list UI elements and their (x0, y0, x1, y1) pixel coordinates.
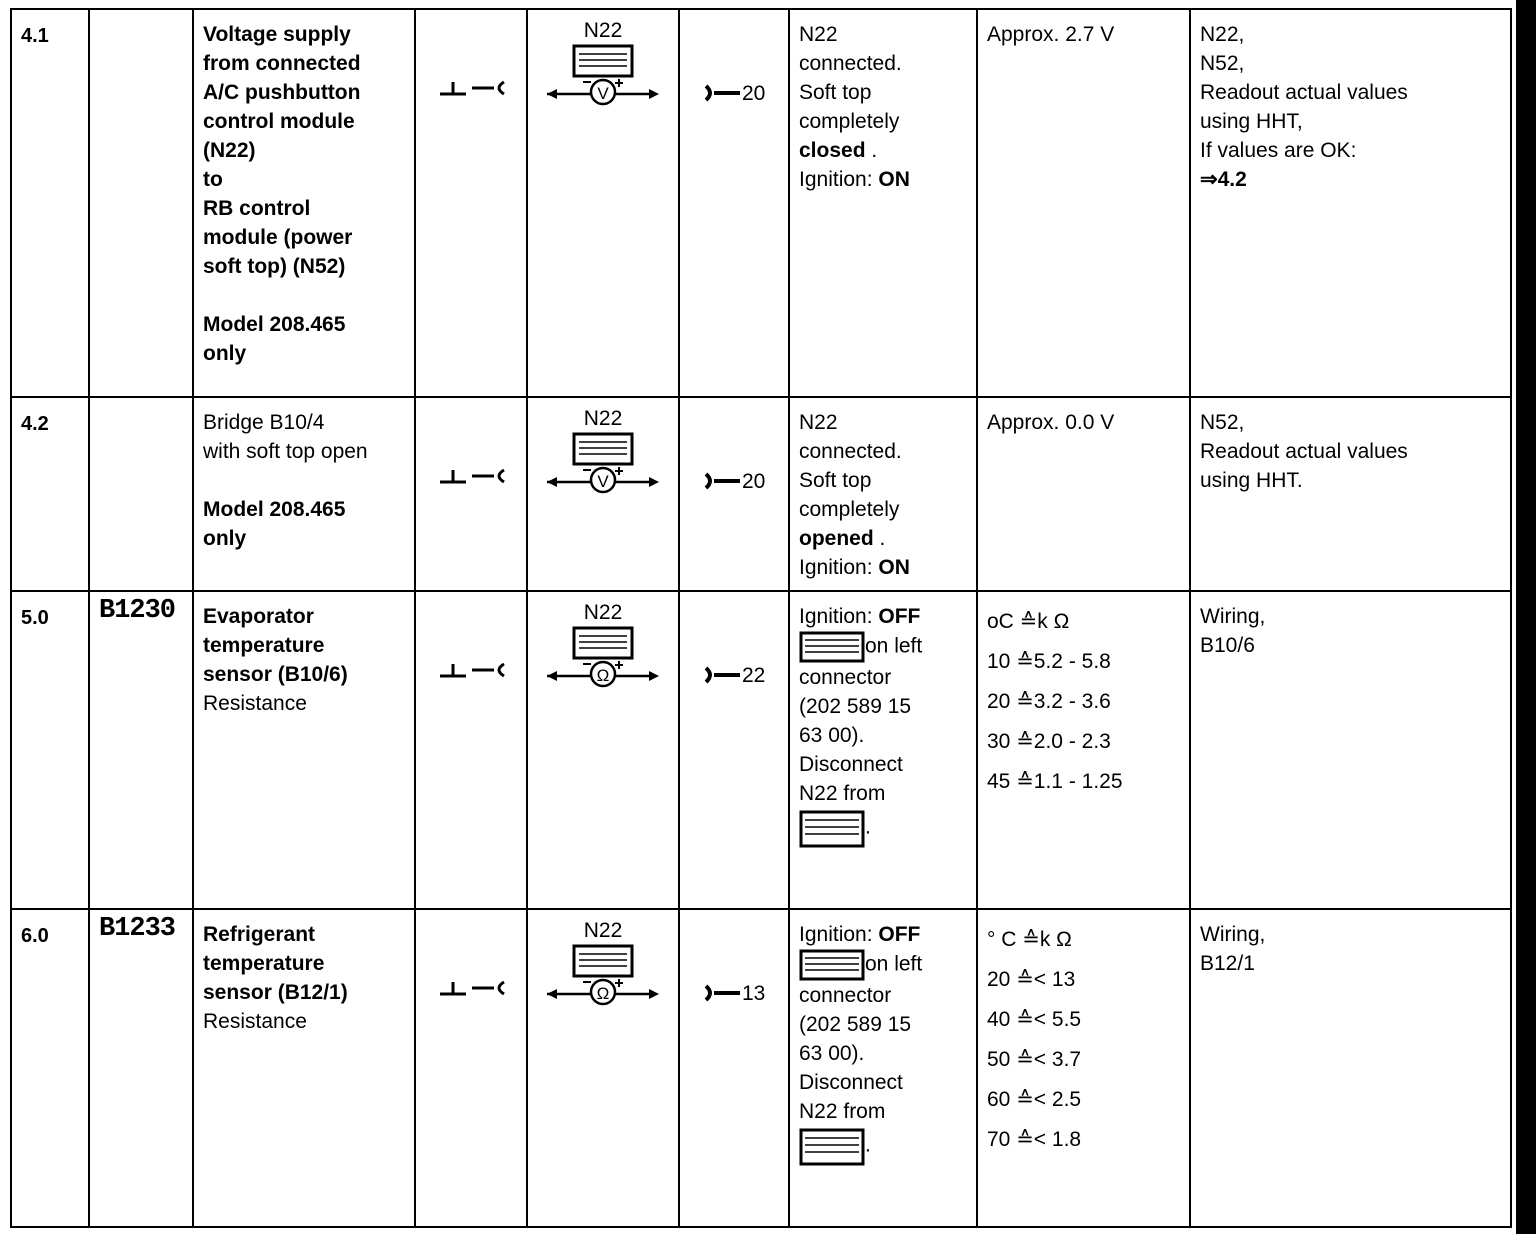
condition-line (799, 808, 976, 848)
nominal-value (977, 909, 1190, 1227)
ignition-state: OFF (878, 923, 921, 946)
meter-cell (527, 591, 679, 909)
remedy (1190, 397, 1511, 591)
condition-line: connector (799, 984, 892, 1007)
test-adapter-icon (799, 631, 865, 663)
measure-row: 30 ≙2.0 - 2.3 (987, 730, 1111, 753)
measure-header: ° C ≙k Ω (987, 928, 1072, 951)
condition-state: opened (799, 527, 874, 550)
condition-line: (202 589 15 (799, 695, 912, 718)
ignition-state: ON (878, 168, 910, 191)
title-line: (N22) (203, 139, 256, 162)
remedy-line: Readout actual values (1200, 81, 1408, 104)
title-line: module (power (203, 226, 353, 249)
title-line: with soft top open (203, 440, 368, 463)
condition-line: N22 (799, 23, 838, 46)
ignition-label: Ignition: (799, 556, 879, 579)
remedy (1190, 909, 1511, 1227)
condition-line: 63 00). (799, 1042, 865, 1065)
title-line: A/C pushbutton (203, 81, 361, 104)
meter-label: N22 (583, 601, 623, 624)
measure-row: 20 ≙< 13 (987, 968, 1076, 991)
socket-pin-icon (702, 665, 742, 685)
meter-symbol: Ω (596, 984, 610, 1003)
remedy-line: N52, (1200, 411, 1245, 434)
ground-socket-icon (438, 78, 508, 102)
measure-row: 20 ≙3.2 - 3.6 (987, 690, 1111, 713)
condition-line: completely (799, 498, 900, 521)
arrow-right-icon: ⇒ (1200, 168, 1218, 191)
meter-label: N22 (583, 919, 623, 942)
ground-connection-cell (415, 397, 527, 591)
ignition-line (799, 920, 976, 949)
pin-cell (679, 909, 789, 1227)
test-condition (789, 9, 977, 397)
ground-socket-icon (438, 978, 508, 1002)
condition-line: Soft top (799, 81, 872, 104)
meter-symbol: Ω (596, 666, 610, 685)
fault-code-cell (89, 397, 193, 591)
step-number: 4.1 (11, 9, 89, 397)
ignition-line (799, 165, 976, 194)
remedy-line: Readout actual values (1200, 440, 1408, 463)
test-adapter-icon (799, 949, 865, 981)
test-title (193, 591, 415, 909)
remedy (1190, 591, 1511, 909)
ignition-label: Ignition: (799, 923, 879, 946)
multimeter-voltage-icon (543, 42, 663, 108)
condition-line: connected. (799, 52, 902, 75)
condition-line: (202 589 15 (799, 1013, 912, 1036)
title-line: RB control (203, 197, 311, 220)
condition-state: closed (799, 139, 866, 162)
pin-number: 22 (742, 663, 766, 687)
title-line: soft top) (N52) (203, 255, 346, 278)
page-edge-bar (1516, 0, 1536, 1234)
title-line: from connected (203, 52, 361, 75)
title-line: Evaporator (203, 605, 314, 628)
test-condition (789, 591, 977, 909)
remedy-line: N52, (1200, 52, 1245, 75)
test-table-sheet (10, 8, 1510, 1234)
condition-line: connector (799, 666, 892, 689)
remedy-line: N22, (1200, 23, 1245, 46)
condition-line: N22 from (799, 782, 886, 805)
title-line: Voltage supply (203, 23, 351, 46)
condition-line: 63 00). (799, 724, 865, 747)
multimeter-ohm-icon (543, 624, 663, 690)
meter-label: N22 (583, 407, 623, 430)
condition-tail: . (865, 1133, 871, 1157)
ground-connection-cell (415, 909, 527, 1227)
pin-cell (679, 397, 789, 591)
measure-row: 70 ≙< 1.8 (987, 1128, 1082, 1151)
pin-cell (679, 591, 789, 909)
fault-code: B1233 (89, 909, 193, 1227)
remedy-line: If values are OK: (1200, 139, 1357, 162)
test-adapter-icon (799, 808, 865, 848)
condition-text: on left (865, 952, 923, 976)
condition-text: on left (865, 634, 923, 658)
nominal-value (977, 591, 1190, 909)
title-line: temperature (203, 634, 325, 657)
condition-line (799, 631, 976, 663)
remedy-line: Wiring, (1200, 923, 1266, 946)
socket-pin-icon (702, 83, 742, 103)
condition-line: Disconnect (799, 753, 903, 776)
table-row (11, 909, 1511, 1227)
test-title (193, 909, 415, 1227)
remedy-link-step: 4.2 (1217, 168, 1247, 191)
remedy-line: B10/6 (1200, 634, 1255, 657)
table-row (11, 9, 1511, 397)
ignition-state: ON (878, 556, 910, 579)
remedy-line: B12/1 (1200, 952, 1255, 975)
step-number: 5.0 (11, 591, 89, 909)
condition-line: N22 from (799, 1100, 886, 1123)
socket-pin-icon (702, 983, 742, 1003)
step-number: 6.0 (11, 909, 89, 1227)
condition-line (799, 524, 976, 553)
condition-line: N22 (799, 411, 838, 434)
measure-row: 50 ≙< 3.7 (987, 1048, 1082, 1071)
title-line: control module (203, 110, 355, 133)
title-line: temperature (203, 952, 325, 975)
pin-number: 13 (742, 981, 766, 1005)
condition-line (799, 1126, 976, 1166)
meter-label: N22 (583, 19, 623, 42)
title-line: Bridge B10/4 (203, 411, 325, 434)
title-line: to (203, 168, 223, 191)
ignition-label: Ignition: (799, 168, 879, 191)
nominal-value: Approx. 0.0 V (977, 397, 1190, 591)
ignition-state: OFF (878, 605, 921, 628)
condition-tail: . (865, 815, 871, 839)
remedy (1190, 9, 1511, 397)
condition-tail: . (865, 139, 878, 162)
model-note: only (203, 527, 247, 550)
title-line: Refrigerant (203, 923, 316, 946)
title-line: Resistance (203, 692, 307, 715)
title-line: Resistance (203, 1010, 307, 1033)
title-line: sensor (B12/1) (203, 981, 348, 1004)
condition-line: Soft top (799, 469, 872, 492)
meter-cell (527, 397, 679, 591)
diagnosis-test-table (10, 8, 1512, 1228)
condition-line (799, 136, 976, 165)
title-line: sensor (B10/6) (203, 663, 348, 686)
pin-number: 20 (742, 469, 766, 493)
meter-symbol: V (597, 472, 609, 491)
test-title (193, 9, 415, 397)
nominal-value: Approx. 2.7 V (977, 9, 1190, 397)
ignition-line (799, 553, 976, 582)
meter-cell (527, 9, 679, 397)
model-note: Model 208.465 (203, 498, 346, 521)
fault-code: B1230 (89, 591, 193, 909)
test-title (193, 397, 415, 591)
pin-cell (679, 9, 789, 397)
step-number: 4.2 (11, 397, 89, 591)
ground-connection-cell (415, 9, 527, 397)
test-condition (789, 397, 977, 591)
remedy-line: using HHT, (1200, 110, 1303, 133)
table-row (11, 397, 1511, 591)
condition-line (799, 949, 976, 981)
remedy-line: Wiring, (1200, 605, 1266, 628)
measure-row: 10 ≙5.2 - 5.8 (987, 650, 1111, 673)
condition-line: completely (799, 110, 900, 133)
test-adapter-icon (799, 1126, 865, 1166)
model-note: only (203, 342, 247, 365)
model-note: Model 208.465 (203, 313, 346, 336)
ignition-line (799, 602, 976, 631)
ignition-label: Ignition: (799, 605, 879, 628)
fault-code-cell (89, 9, 193, 397)
test-condition (789, 909, 977, 1227)
condition-line: Disconnect (799, 1071, 903, 1094)
pin-number: 20 (742, 81, 766, 105)
condition-tail: . (873, 527, 886, 550)
socket-pin-icon (702, 471, 742, 491)
ground-connection-cell (415, 591, 527, 909)
ground-socket-icon (438, 466, 508, 490)
ground-socket-icon (438, 660, 508, 684)
measure-header: oC ≙k Ω (987, 610, 1070, 633)
measure-row: 40 ≙< 5.5 (987, 1008, 1082, 1031)
meter-cell (527, 909, 679, 1227)
multimeter-ohm-icon (543, 942, 663, 1008)
table-row (11, 591, 1511, 909)
remedy-line: using HHT. (1200, 469, 1303, 492)
condition-line: connected. (799, 440, 902, 463)
measure-row: 60 ≙< 2.5 (987, 1088, 1082, 1111)
meter-symbol: V (597, 84, 609, 103)
multimeter-voltage-icon (543, 430, 663, 496)
measure-row: 45 ≙1.1 - 1.25 (987, 770, 1123, 793)
remedy-link[interactable] (1200, 165, 1510, 194)
